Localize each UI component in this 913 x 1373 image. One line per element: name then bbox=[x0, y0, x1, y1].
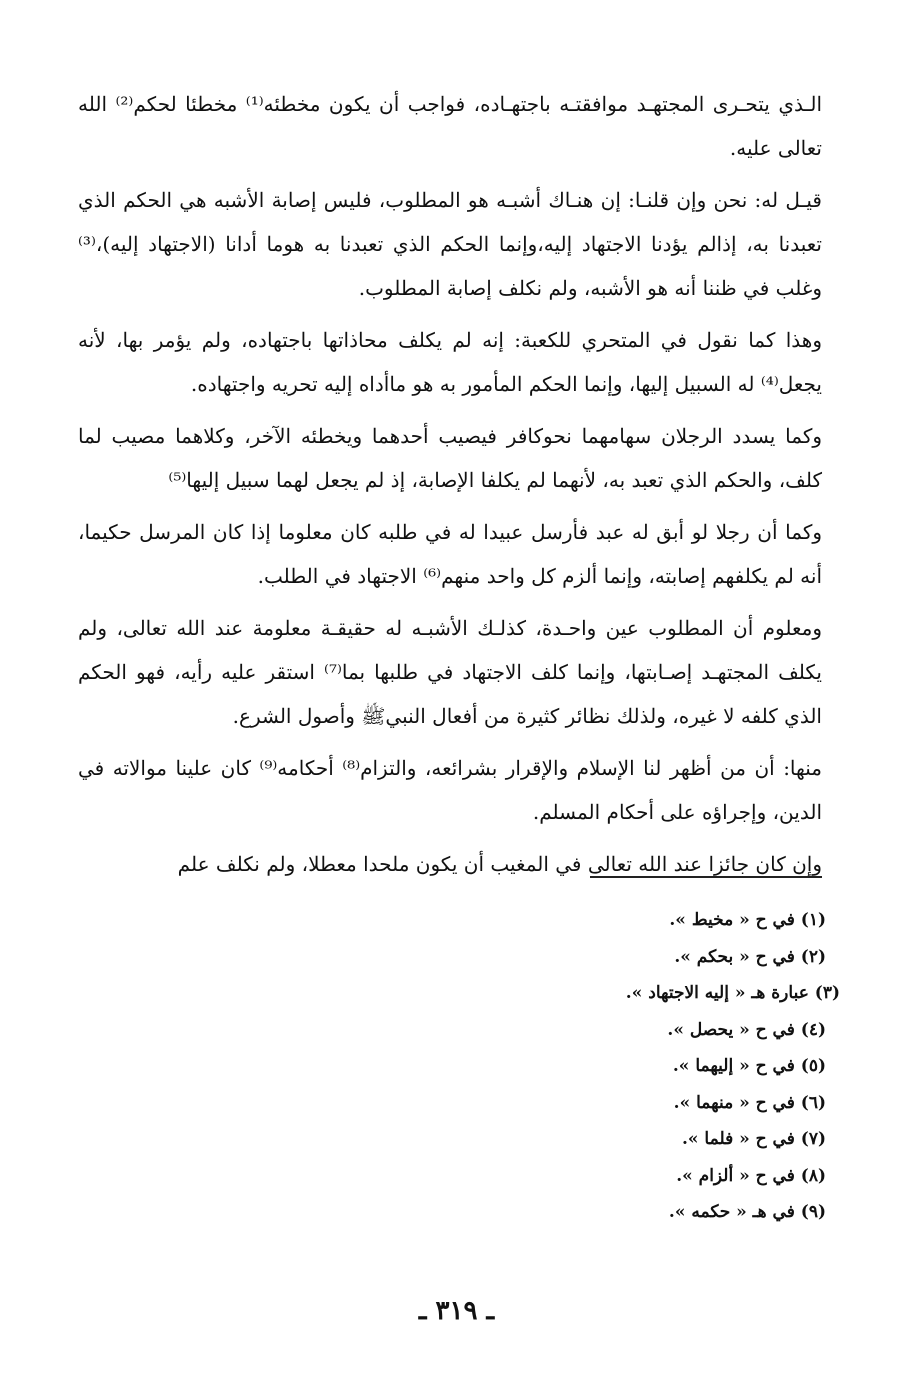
footnotes bbox=[460, 902, 840, 1231]
page-number: ـ ٣١٩ ـ bbox=[418, 1296, 495, 1326]
paragraph-5: وكما أن رجلا لو أبق له عبد فأرسل عبيدا له في طلبه كان معلوما إذا كان المرسل حكيما، أنه لم يكلفهم إصابته، وإنما ألزم كل واحد منهم⁽⁶⁾ الاجتهاد في الطلب. bbox=[78, 520, 822, 588]
paragraph-4: وكما يسدد الرجلان سهامهما نحوكافر فيصيب أحدهما ويخطئه الآخر، وكلاهما مصيب لما كلف، والحكم الذي تعبد به، لأنهما لم يكلفا الإصابة، إذ لم يجعل لهما سبيل إليها⁽⁵⁾ bbox=[78, 424, 822, 492]
paragraph-3: وهذا كما نقول في المتحري للكعبة: إنه لم يكلف محاذاتها باجتهاده، ولم يؤمر بها، لأنه يجعل⁽⁴⁾ له السبيل إليها، وإنما الحكم المأمور به هو ماأداه إليه تحريه واجتهاده. bbox=[78, 328, 822, 396]
main-text bbox=[78, 82, 822, 894]
paragraph-7: منها: أن من أظهر لنا الإسلام والإقرار بشرائعه، والتزام⁽⁸⁾ أحكامه⁽⁹⁾ كان علينا موالاته في الدين، وإجراؤه على أحكام المسلم. bbox=[78, 756, 822, 824]
paragraph-6: ومعلوم أن المطلوب عين واحـدة، كذلـك الأشبـه له حقيقـة معلومة عند الله تعالى، ولم يكلف المجتهـد إصـابتها، وإنما كلف الاجتهاد في طلبها بما⁽⁷⁾ استقر عليه رأيه، فهو الحكم الذي كلفه لا غيره، ولذلك نظائر كثيرة من أفعال النبيﷺ وأصول الشرع. bbox=[78, 616, 822, 728]
footnote-5: (٥) في ح « إليهما ». bbox=[672, 1056, 826, 1076]
paragraph-8: وإن كان جائزا عند الله تعالى في المغيب أن يكون ملحدا معطلا، ولم نكلف علم bbox=[177, 852, 822, 876]
footnote-3: (٣) عبارة هـ « إليه الاجتهاد ». bbox=[625, 983, 840, 1003]
footnote-9: (٩) في هـ « حكمه ». bbox=[668, 1202, 826, 1222]
footnote-4: (٤) في ح « يحصل ». bbox=[667, 1019, 826, 1040]
footnote-8: (٨) في ح « ألزام ». bbox=[676, 1165, 826, 1186]
footnote-divider bbox=[590, 876, 822, 878]
footnote-2: (٢) في ح « بحكم ». bbox=[674, 946, 826, 967]
footnote-6: (٦) في ح « منهما ». bbox=[673, 1092, 826, 1113]
footnote-1: (١) في ح « مخيط ». bbox=[669, 910, 826, 930]
footnote-7: (٧) في ح « فلما ». bbox=[681, 1129, 826, 1149]
paragraph-2: قيـل له: نحن وإن قلنـا: إن هنـاك أشبـه هو المطلوب، فليس إصابة الأشبه هي الحكم الذي تعبدنا به، إذالم يؤدنا الاجتهاد إليه،وإنما الحكم الذي تعبدنا به هوما أدانا (الاجتهاد إليه)،⁽³⁾ وغلب في ظننا أنه هو الأشبه، ولم نكلف إصابة المطلوب. bbox=[78, 188, 822, 300]
paragraph-1: الـذي يتحـرى المجتهـد موافقتـه باجتهـاده، فواجب أن يكون مخطئه⁽¹⁾ مخطئا لحكم⁽²⁾ الله تعالى عليه. bbox=[78, 92, 823, 160]
